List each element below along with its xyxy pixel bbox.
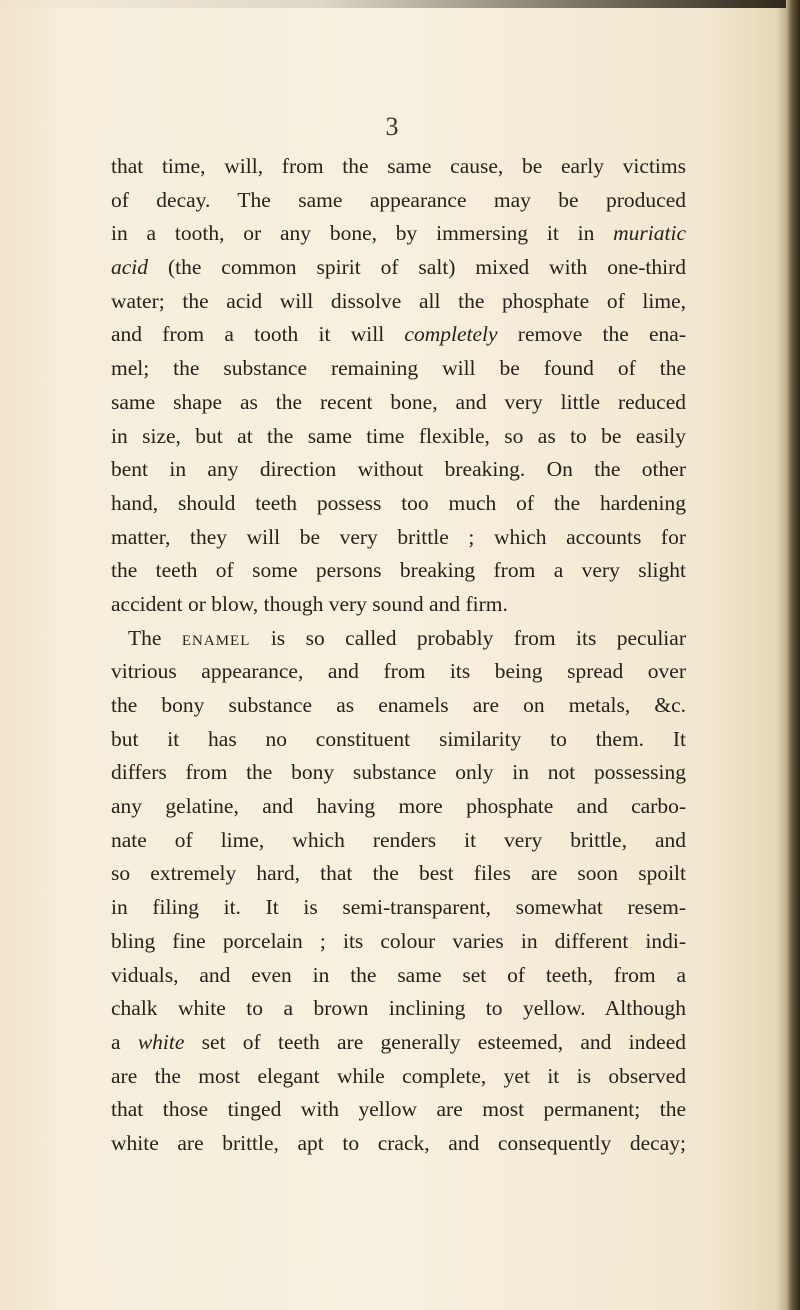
text-line: in filing it. It is semi-transparent, somewhat resem- [111, 895, 686, 920]
text-line: that those tinged with yellow are most permanent; the [111, 1097, 686, 1122]
text-line: but it has no constituent similarity to them. It [111, 726, 686, 751]
text-line: mel; the substance remaining will be found of the [111, 356, 686, 381]
text-line: The enamel is so called probably from its peculiar [128, 625, 686, 650]
text-line: and from a tooth it will completely remove the ena- [111, 322, 687, 347]
italic-term: completely [404, 322, 498, 347]
text-line: chalk white to a brown inclining to yellow. Although [111, 996, 686, 1021]
text-line: the bony substance as enamels are on metals, &c. [111, 693, 686, 717]
italic-term: white [137, 1029, 185, 1054]
text-line: a white set of teeth are generally esteemed, and indeed [111, 1029, 686, 1054]
text-line: in size, but at the same time flexible, so as to be easily [111, 423, 686, 448]
text-line: nate of lime, which renders it very brittle, and [111, 827, 686, 852]
text-line: that time, will, from the same cause, be early victims [111, 154, 686, 178]
page-number: 3 [385, 112, 399, 141]
body-text [111, 150, 686, 1161]
text-line: bent in any direction without breaking. On the other [111, 457, 686, 482]
italic-term: muriatic [613, 221, 686, 246]
text-line: white are brittle, apt to crack, and consequently decay; [111, 1130, 686, 1155]
text-line: vitrious appearance, and from its being spread over [111, 659, 686, 684]
text-line: water; the acid will dissolve all the phosphate of lime, [111, 288, 686, 313]
text-line: viduals, and even in the same set of teeth, from a [111, 962, 686, 987]
text-line: hand, should teeth possess too much of the hardening [111, 490, 686, 515]
top-edge-shadow [0, 0, 800, 8]
text-line: matter, they will be very brittle ; which accounts for [111, 524, 686, 549]
text-line: acid (the common spirit of salt) mixed with one-third [111, 255, 686, 280]
text-line: the teeth of some persons breaking from a very slight [111, 558, 686, 583]
text-line: bling fine porcelain ; its colour varies in different indi- [111, 928, 686, 953]
text-line: differs from the bony substance only in not possessing [111, 760, 686, 785]
text-line: same shape as the recent bone, and very little reduced [111, 389, 686, 414]
text-line: so extremely hard, that the best files are soon spoilt [111, 861, 686, 886]
italic-term: acid [111, 255, 149, 280]
text-line: in a tooth, or any bone, by immersing it in muriatic [111, 221, 686, 246]
text-line: accident or blow, though very sound and firm. [111, 591, 508, 616]
small-caps-term: enamel [181, 625, 251, 650]
text-line: of decay. The same appearance may be produced [111, 187, 686, 212]
text-line: are the most elegant while complete, yet it is observed [111, 1063, 686, 1088]
text-line: any gelatine, and having more phosphate and carbo- [111, 794, 686, 819]
page-binding-edge [786, 0, 800, 1310]
